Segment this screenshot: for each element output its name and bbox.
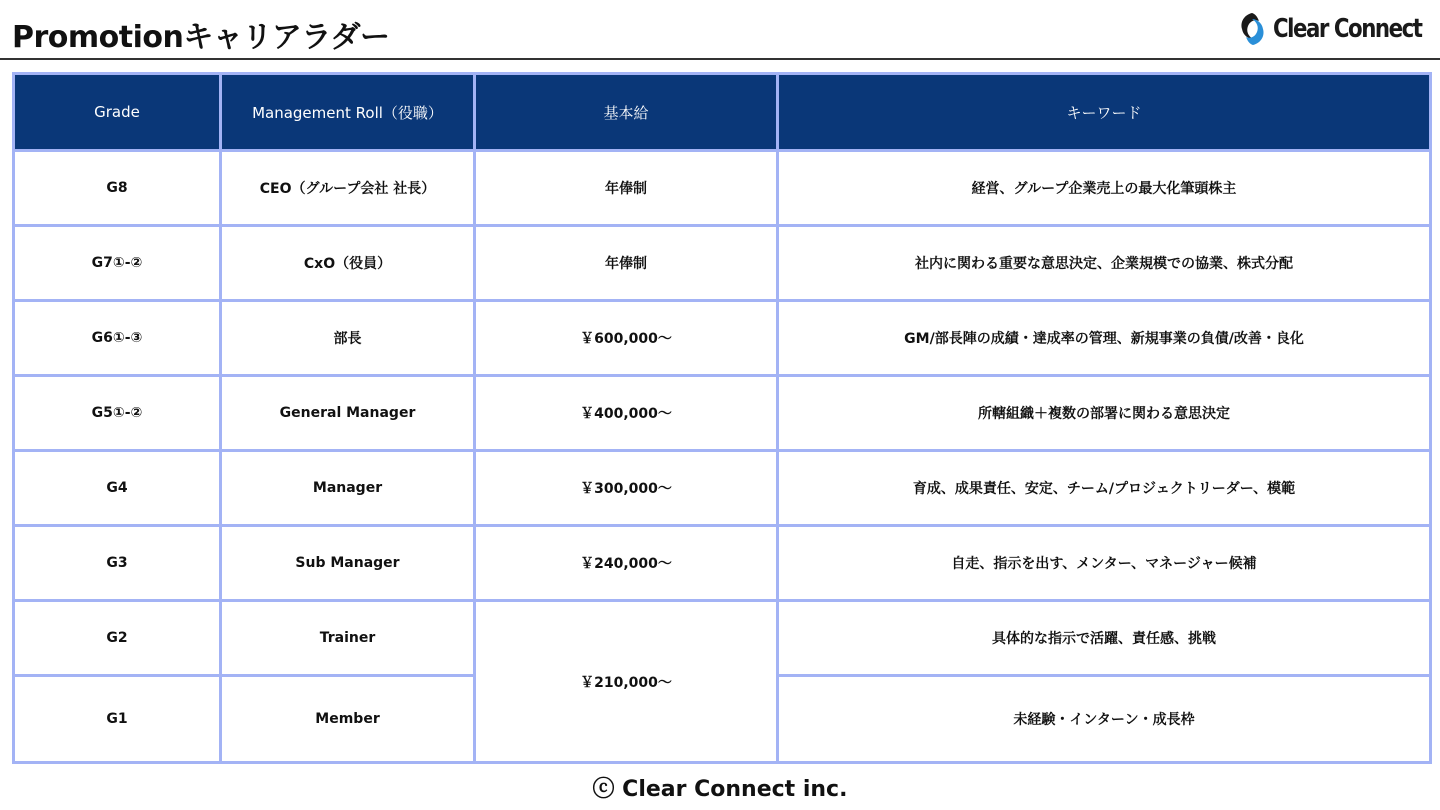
role-cell: 部長	[221, 301, 475, 376]
salary-cell: ￥600,000〜	[475, 301, 778, 376]
salary-cell: ￥300,000〜	[475, 451, 778, 526]
grade-cell: G1	[14, 676, 221, 763]
title-rule	[0, 58, 1440, 60]
keywords-cell: 経営、グループ企業売上の最大化筆頭株主	[778, 151, 1431, 226]
role-cell: CEO（グループ会社 社長）	[221, 151, 475, 226]
keywords-cell: 自走、指示を出す、メンター、マネージャー候補	[778, 526, 1431, 601]
logo-text: Clear Connect	[1272, 14, 1422, 44]
grade-cell: G7①-②	[14, 226, 221, 301]
table-row	[14, 301, 1431, 376]
table-header-row	[14, 74, 1431, 151]
keywords-cell: GM/部長陣の成績・達成率の管理、新規事業の負債/改善・良化	[778, 301, 1431, 376]
keywords-cell: 所轄組織＋複数の部署に関わる意思決定	[778, 376, 1431, 451]
grade-cell: G4	[14, 451, 221, 526]
grade-cell: G3	[14, 526, 221, 601]
salary-cell: ￥240,000〜	[475, 526, 778, 601]
keywords-cell: 未経験・インターン・成長枠	[778, 676, 1431, 763]
table-row	[14, 526, 1431, 601]
table-row	[14, 451, 1431, 526]
salary-cell: ￥400,000〜	[475, 376, 778, 451]
salary-cell-merged: ￥210,000〜	[475, 601, 778, 763]
cc-swirl-logo-icon	[1237, 11, 1267, 47]
page-title: Promotionキャリアラダー	[12, 20, 390, 55]
logo	[1237, 10, 1426, 48]
role-cell: CxO（役員）	[221, 226, 475, 301]
role-cell: General Manager	[221, 376, 475, 451]
grade-cell: G8	[14, 151, 221, 226]
keywords-cell: 育成、成果責任、安定、チーム/プロジェクトリーダー、模範	[778, 451, 1431, 526]
table-row	[14, 151, 1431, 226]
grade-cell: G2	[14, 601, 221, 676]
header-role: Management Roll（役職）	[221, 74, 475, 151]
role-cell: Trainer	[221, 601, 475, 676]
salary-cell: 年俸制	[475, 151, 778, 226]
header-grade: Grade	[14, 74, 221, 151]
grade-cell: G6①-③	[14, 301, 221, 376]
table-row	[14, 226, 1431, 301]
role-cell: Sub Manager	[221, 526, 475, 601]
role-cell: Manager	[221, 451, 475, 526]
copyright-footer: ⓒ Clear Connect inc.	[592, 777, 848, 802]
keywords-cell: 社内に関わる重要な意思決定、企業規模での協業、株式分配	[778, 226, 1431, 301]
salary-cell: 年俸制	[475, 226, 778, 301]
header-salary: 基本給	[475, 74, 778, 151]
header-keywords: キーワード	[778, 74, 1431, 151]
keywords-cell: 具体的な指示で活躍、責任感、挑戦	[778, 601, 1431, 676]
role-cell: Member	[221, 676, 475, 763]
grade-cell: G5①-②	[14, 376, 221, 451]
career-ladder-table	[12, 72, 1432, 764]
table-row	[14, 376, 1431, 451]
table-row	[14, 601, 1431, 676]
